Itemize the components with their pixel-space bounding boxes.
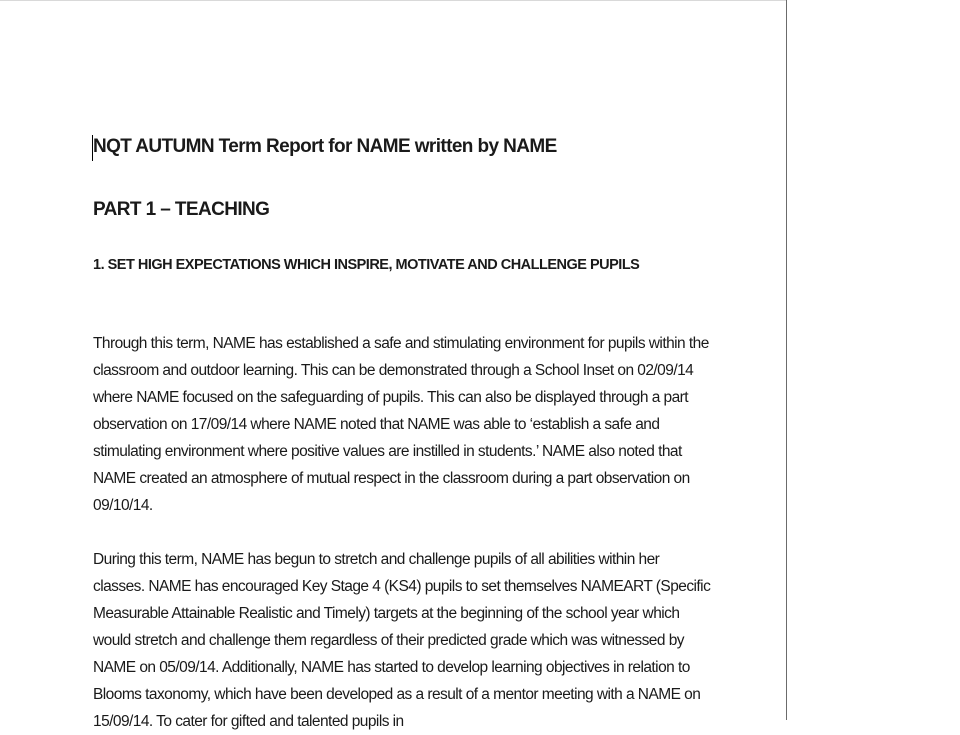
- text-cursor: [92, 135, 93, 161]
- page-content: [93, 133, 733, 735]
- page-top-edge: [0, 0, 786, 1]
- document-title: NQT AUTUMN Term Report for NAME written by NAME: [93, 136, 557, 157]
- section-heading: 1. SET HIGH EXPECTATIONS WHICH INSPIRE, MOTIVATE AND CHALLENGE PUPILS: [93, 257, 640, 273]
- part-heading: PART 1 – TEACHING: [93, 199, 270, 220]
- right-margin-area: [787, 0, 960, 720]
- paragraph-safe-environment: Through this term, NAME has established a safe and stimulating environment for pupils within the classroom and outdoor learning. This can be demonstrated through a School Inset on 02/09/14 where NAME focused on the safeguarding of pupils. This can also be displayed through a part observation on 17/09/14 where NAME noted that NAME was able to ‘establish a safe and stimulating environment where positive values are instilled in students.’ NAME also noted that NAME created an atmosphere of mutual respect in the classroom during a part observation on 09/10/14.: [93, 335, 709, 514]
- document-title-line[interactable]: [93, 133, 733, 161]
- paragraph-stretch-challenge: During this term, NAME has begun to stretch and challenge pupils of all abilities within her classes. NAME has encouraged Key Stage 4 (KS4) pupils to set themselves NAMEART (Specific Measurable Attainable Realistic and Timely) targets at the beginning of the school year which would stretch and challenge them regardless of their predicted grade which was witnessed by NAME on 05/09/14. Additionally, NAME has started to develop learning objectives in relation to Blooms taxonomy, which have been developed as a result of a mentor meeting with a NAME on 15/09/14. To cater for gifted and talented pupils in: [93, 551, 711, 730]
